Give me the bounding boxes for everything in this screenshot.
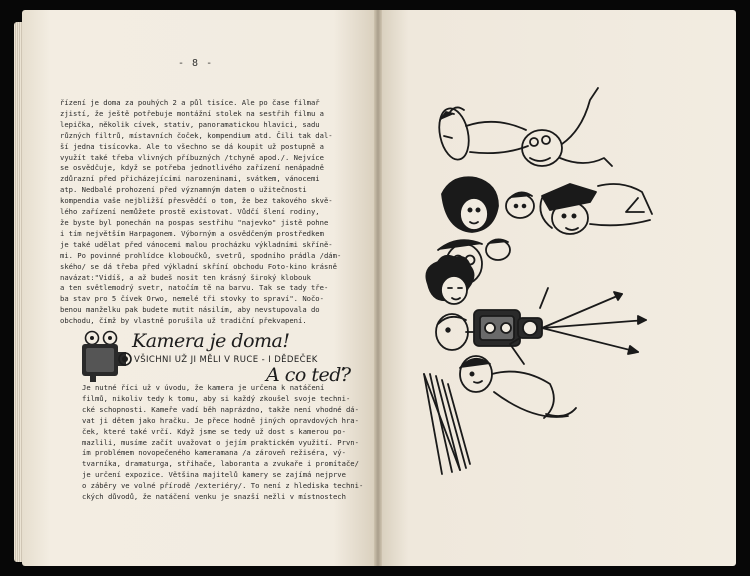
text-line: je také udělat před vánocemi malou procházku výkladními skříně- — [60, 239, 333, 249]
text-line: tvarníka, dramaturga, střihače, laboranta a zvukaře i promítače/ — [82, 459, 359, 469]
text-line: vat ji dětem jako hračku. Je přece hodně jiných opravdových hra- — [82, 415, 359, 425]
text-line: využít také třeba vlivných příbuzných /tchyně apod./. Nejvíce — [60, 152, 324, 162]
text-line: ba stav pro 5 čívek Orwo, nemelé tři stovky to spraví". Nočo- — [60, 294, 324, 304]
text-line: cké schopnosti. Kameře vadí běh naprázdno, takže není vhodné dá- — [82, 404, 359, 414]
text-line: různých filtrů, místavních čoček, kompendium atd. Čili tak dal- — [60, 130, 333, 140]
text-line: i tím největším Harpagonem. Výborným a osvědčeným prostředkem — [60, 228, 324, 238]
text-line: ím problémem novopečeného kameramana /a zároveň režiséra, vý- — [82, 448, 346, 458]
text-line: ského/ se dá třeba před výkladní skříní obchodu Foto-kino krásně — [60, 261, 337, 271]
text-line: navázat:"Vidíš, a až budeš nosit ten krásný široký klobouk — [60, 272, 311, 282]
family-with-camera-illustration — [414, 74, 664, 494]
film-camera-icon — [78, 330, 132, 382]
text-line: mazlili, musíme začít uvažovat o jejím praktickém využití. Prvn- — [82, 437, 359, 447]
text-line: zjistí, že ještě potřebuje montážní stolek na sestřih filmu a — [60, 108, 324, 118]
text-line: že byste byl ponechán na pospas sestřihu "najevko" jistě pohne — [60, 217, 329, 227]
paragraph-1 — [60, 98, 360, 327]
text-line: a ten světlemodrý svetr, natočím tě na barvu. Tak se tady tře- — [60, 283, 329, 293]
text-line: mi. Po povinné prohlídce kloboučků, svetrů, spodního prádla /dám- — [60, 250, 342, 260]
text-line: atp. Nedbalé prohození před významným datem o užitečnosti — [60, 185, 307, 195]
text-line: lého zařízení nemůžete prostě existovat. Vůdčí šlení rodiny, — [60, 207, 320, 217]
insert-subtitle: VŠICHNI UŽ JI MĚLI V RUCE - I DĚDEČEK — [134, 355, 318, 365]
text-line: je určení expozice. Většina majitelů kamery se zajímá nejprve — [82, 470, 346, 480]
text-line: benou manželku pak budete mutit násilím, aby nevstupovala do — [60, 305, 320, 315]
text-line: Je nutné říci už v úvodu, že kamera je určena k natáčení — [82, 383, 325, 392]
page-edges — [14, 22, 22, 562]
insert-title: Kamera je doma! — [132, 330, 290, 352]
text-line: se osvědčuje, když se potřeba jednotlivého zařízení nenápadně — [60, 163, 324, 173]
page-number: - 8 - — [178, 58, 214, 69]
text-line: řízení je doma za pouhých 2 a půl tisíce. Ale po čase filmař — [60, 98, 320, 107]
text-line: lepička, několik cívek, stativ, panoramatickou hlavici, sadu — [60, 119, 320, 129]
text-line: ckých důvodů, že natáčení venku je snazší nežli v místnostech — [82, 492, 346, 502]
text-line: o záběry ve volné přírodě /exteriéry/. To není z hlediska techni- — [82, 481, 364, 491]
text-line: zdůrazní před přicházejícími narozeninami, svátkem, vánocemi — [60, 174, 320, 184]
text-line: ček, které také vrčí. Když jsme se tedy už dost s kamerou po- — [82, 426, 346, 436]
insert-question: A co teď? — [266, 364, 351, 386]
paragraph-2 — [82, 383, 382, 503]
text-line: obchodu, čímž by vlastně porušila už tradiční překvapení. — [60, 316, 307, 326]
camera-heading-insert — [70, 330, 360, 384]
text-line: filmů, nikoliv tedy k tomu, aby si každý zkoušel svoje techni- — [82, 393, 351, 403]
text-line: ší jedna tisícovka. Ale to všechno se dá koupit už postupně a — [60, 141, 324, 151]
text-line: kompendia vaše nejbližší přesvědčí o tom, že bez takového skvě- — [60, 196, 333, 206]
